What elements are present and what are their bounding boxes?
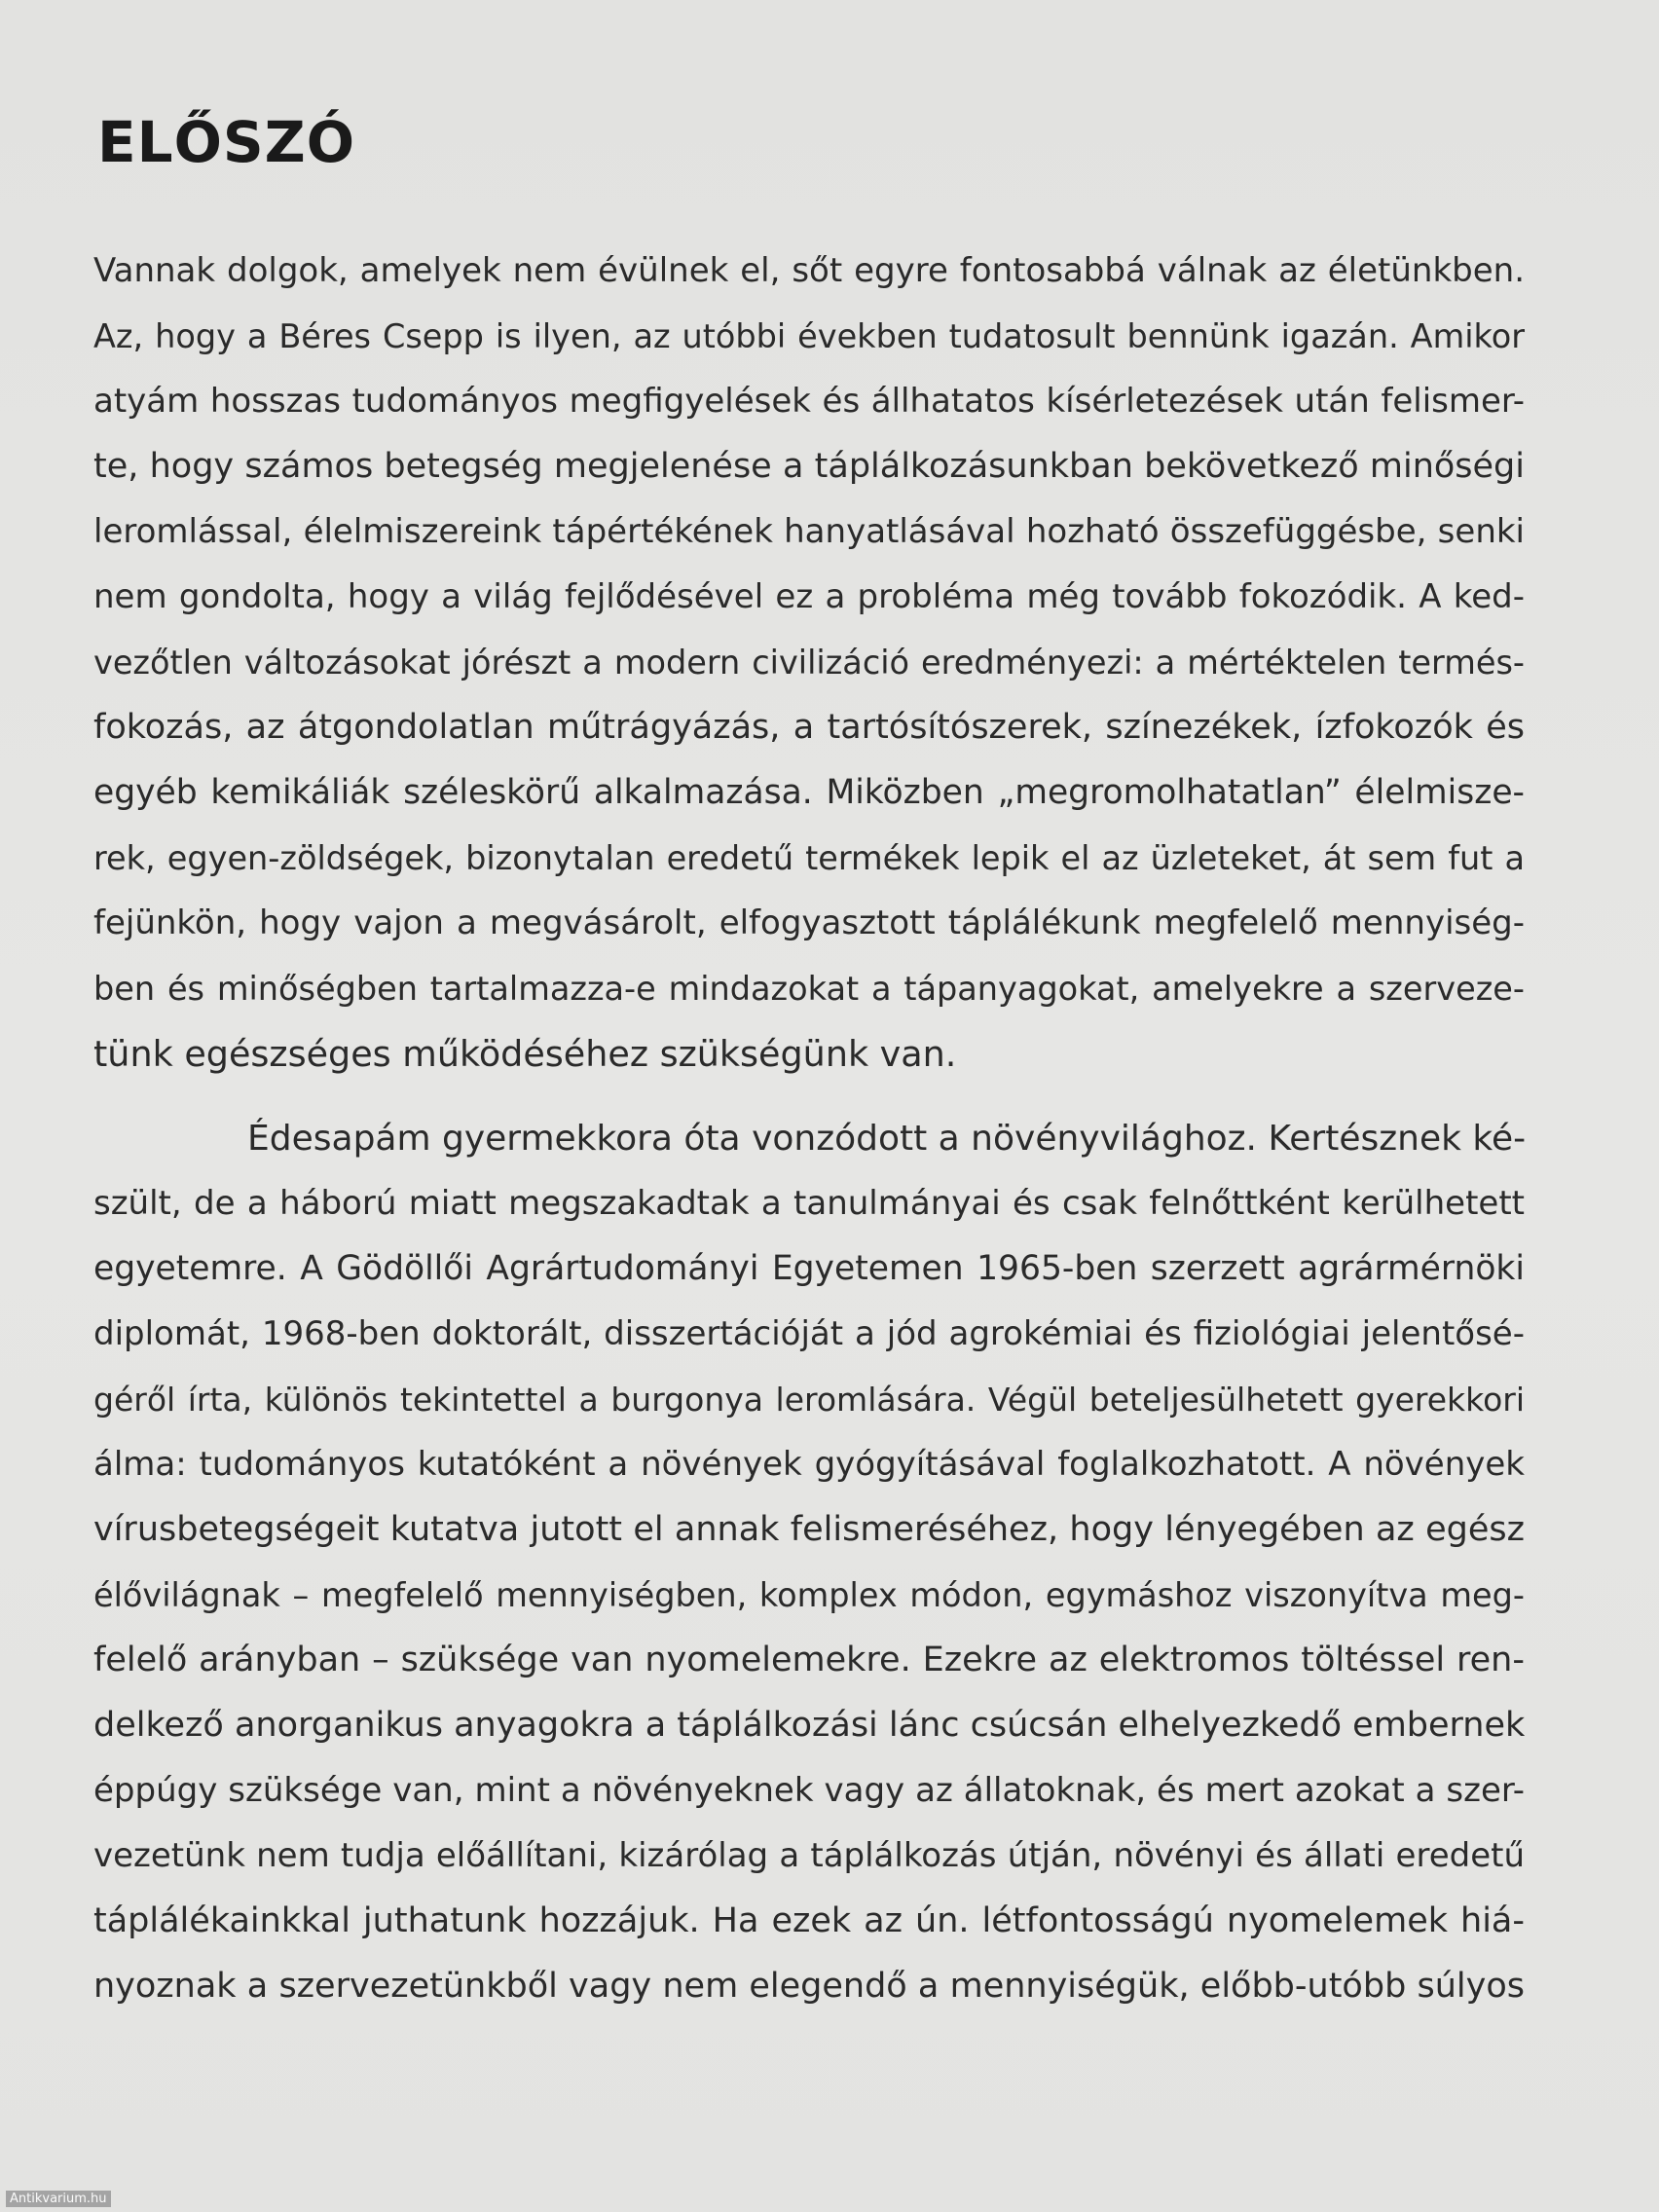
text-line: fokozás, az átgondolatlan műtrágyázás, a tartósítószerek, színezékek, ízfokozók és [93, 708, 1525, 747]
text-line: atyám hosszas tudományos megfigyelések és állhatatos kísérletezések után felismer- [93, 382, 1525, 421]
text-line: leromlással, élelmiszereink tápértékének hanyatlásával hozható összefüggésbe, senki [93, 512, 1525, 551]
text-line: Édesapám gyermekkora óta vonzódott a növényvilághoz. Kertésznek ké- [247, 1119, 1527, 1159]
text-line: vírusbetegségeit kutatva jutott el annak felismeréséhez, hogy lényegében az egész [93, 1510, 1525, 1549]
text-line: nyoznak a szervezetünkből vagy nem elegendő a mennyiségük, előbb-utóbb súlyos [93, 1967, 1525, 2006]
text-line: diplomát, 1968-ben doktorált, disszertációját a jód agrokémiai és fiziológiai jelentősé- [93, 1314, 1525, 1353]
text-line: Vannak dolgok, amelyek nem évülnek el, sőt egyre fontosabbá válnak az életünkben. [93, 251, 1525, 290]
paragraph-1 [93, 239, 1525, 1087]
paragraph-2 [93, 1106, 1525, 2019]
text-line: éppúgy szüksége van, mint a növényeknek vagy az állatoknak, és mert azokat a szer- [93, 1771, 1525, 1810]
text-line: delkező anorganikus anyagokra a táplálkozási lánc csúcsán elhelyezkedő embernek [93, 1706, 1526, 1745]
text-line: egyetemre. A Gödöllői Agrártudományi Egyetemen 1965-ben szerzett agrármérnöki [93, 1249, 1525, 1288]
text-line: géről írta, különös tekintettel a burgonya leromlására. Végül beteljesülhetett gyerekkori [93, 1381, 1525, 1419]
text-line: tünk egészséges működéséhez szükségünk van. [93, 1033, 957, 1075]
text-line: álma: tudományos kutatóként a növények gyógyításával foglalkozhatott. A növények [93, 1445, 1525, 1484]
page-title: ELŐSZÓ [97, 109, 356, 175]
text-line: egyéb kemikáliák széleskörű alkalmazása. Miközben „megromolhatatlan” élelmisze- [93, 773, 1525, 812]
text-line: ben és minőségben tartalmazza-e mindazokat a tápanyagokat, amelyekre a szerveze- [93, 970, 1525, 1008]
text-line: táplálékainkkal juthatunk hozzájuk. Ha ezek az ún. létfontosságú nyomelemek hiá- [93, 1901, 1525, 1940]
text-line: nem gondolta, hogy a világ fejlődésével ez a probléma még tovább fokozódik. A ked- [93, 577, 1525, 616]
text-line: szült, de a háború miatt megszakadtak a tanulmányai és csak felnőttként kerülhetett [93, 1184, 1525, 1223]
text-line: fejünkön, hogy vajon a megvásárolt, elfogyasztott táplálékunk megfelelő mennyiség- [93, 903, 1525, 942]
text-line: vezőtlen változásokat jórészt a modern civilizáció eredményezi: a mértéktelen termés- [93, 644, 1525, 682]
watermark: Antikvarium.hu [6, 2191, 111, 2207]
text-line: vezetünk nem tudja előállítani, kizárólag a táplálkozás útján, növényi és állati eredetű [93, 1836, 1525, 1875]
text-line: te, hogy számos betegség megjelenése a táplálkozásunkban bekövetkező minőségi [93, 447, 1525, 486]
text-line: Az, hogy a Béres Csepp is ilyen, az utóbbi években tudatosult bennünk igazán. Amikor [93, 317, 1525, 355]
text-line: rek, egyen-zöldségek, bizonytalan eredetű termékek lepik el az üzleteket, át sem fut a [93, 839, 1525, 877]
text-line: élővilágnak – megfelelő mennyiségben, komplex módon, egymáshoz viszonyítva meg- [93, 1576, 1525, 1614]
text-line: felelő arányban – szüksége van nyomelemekre. Ezekre az elektromos töltéssel ren- [93, 1641, 1525, 1679]
